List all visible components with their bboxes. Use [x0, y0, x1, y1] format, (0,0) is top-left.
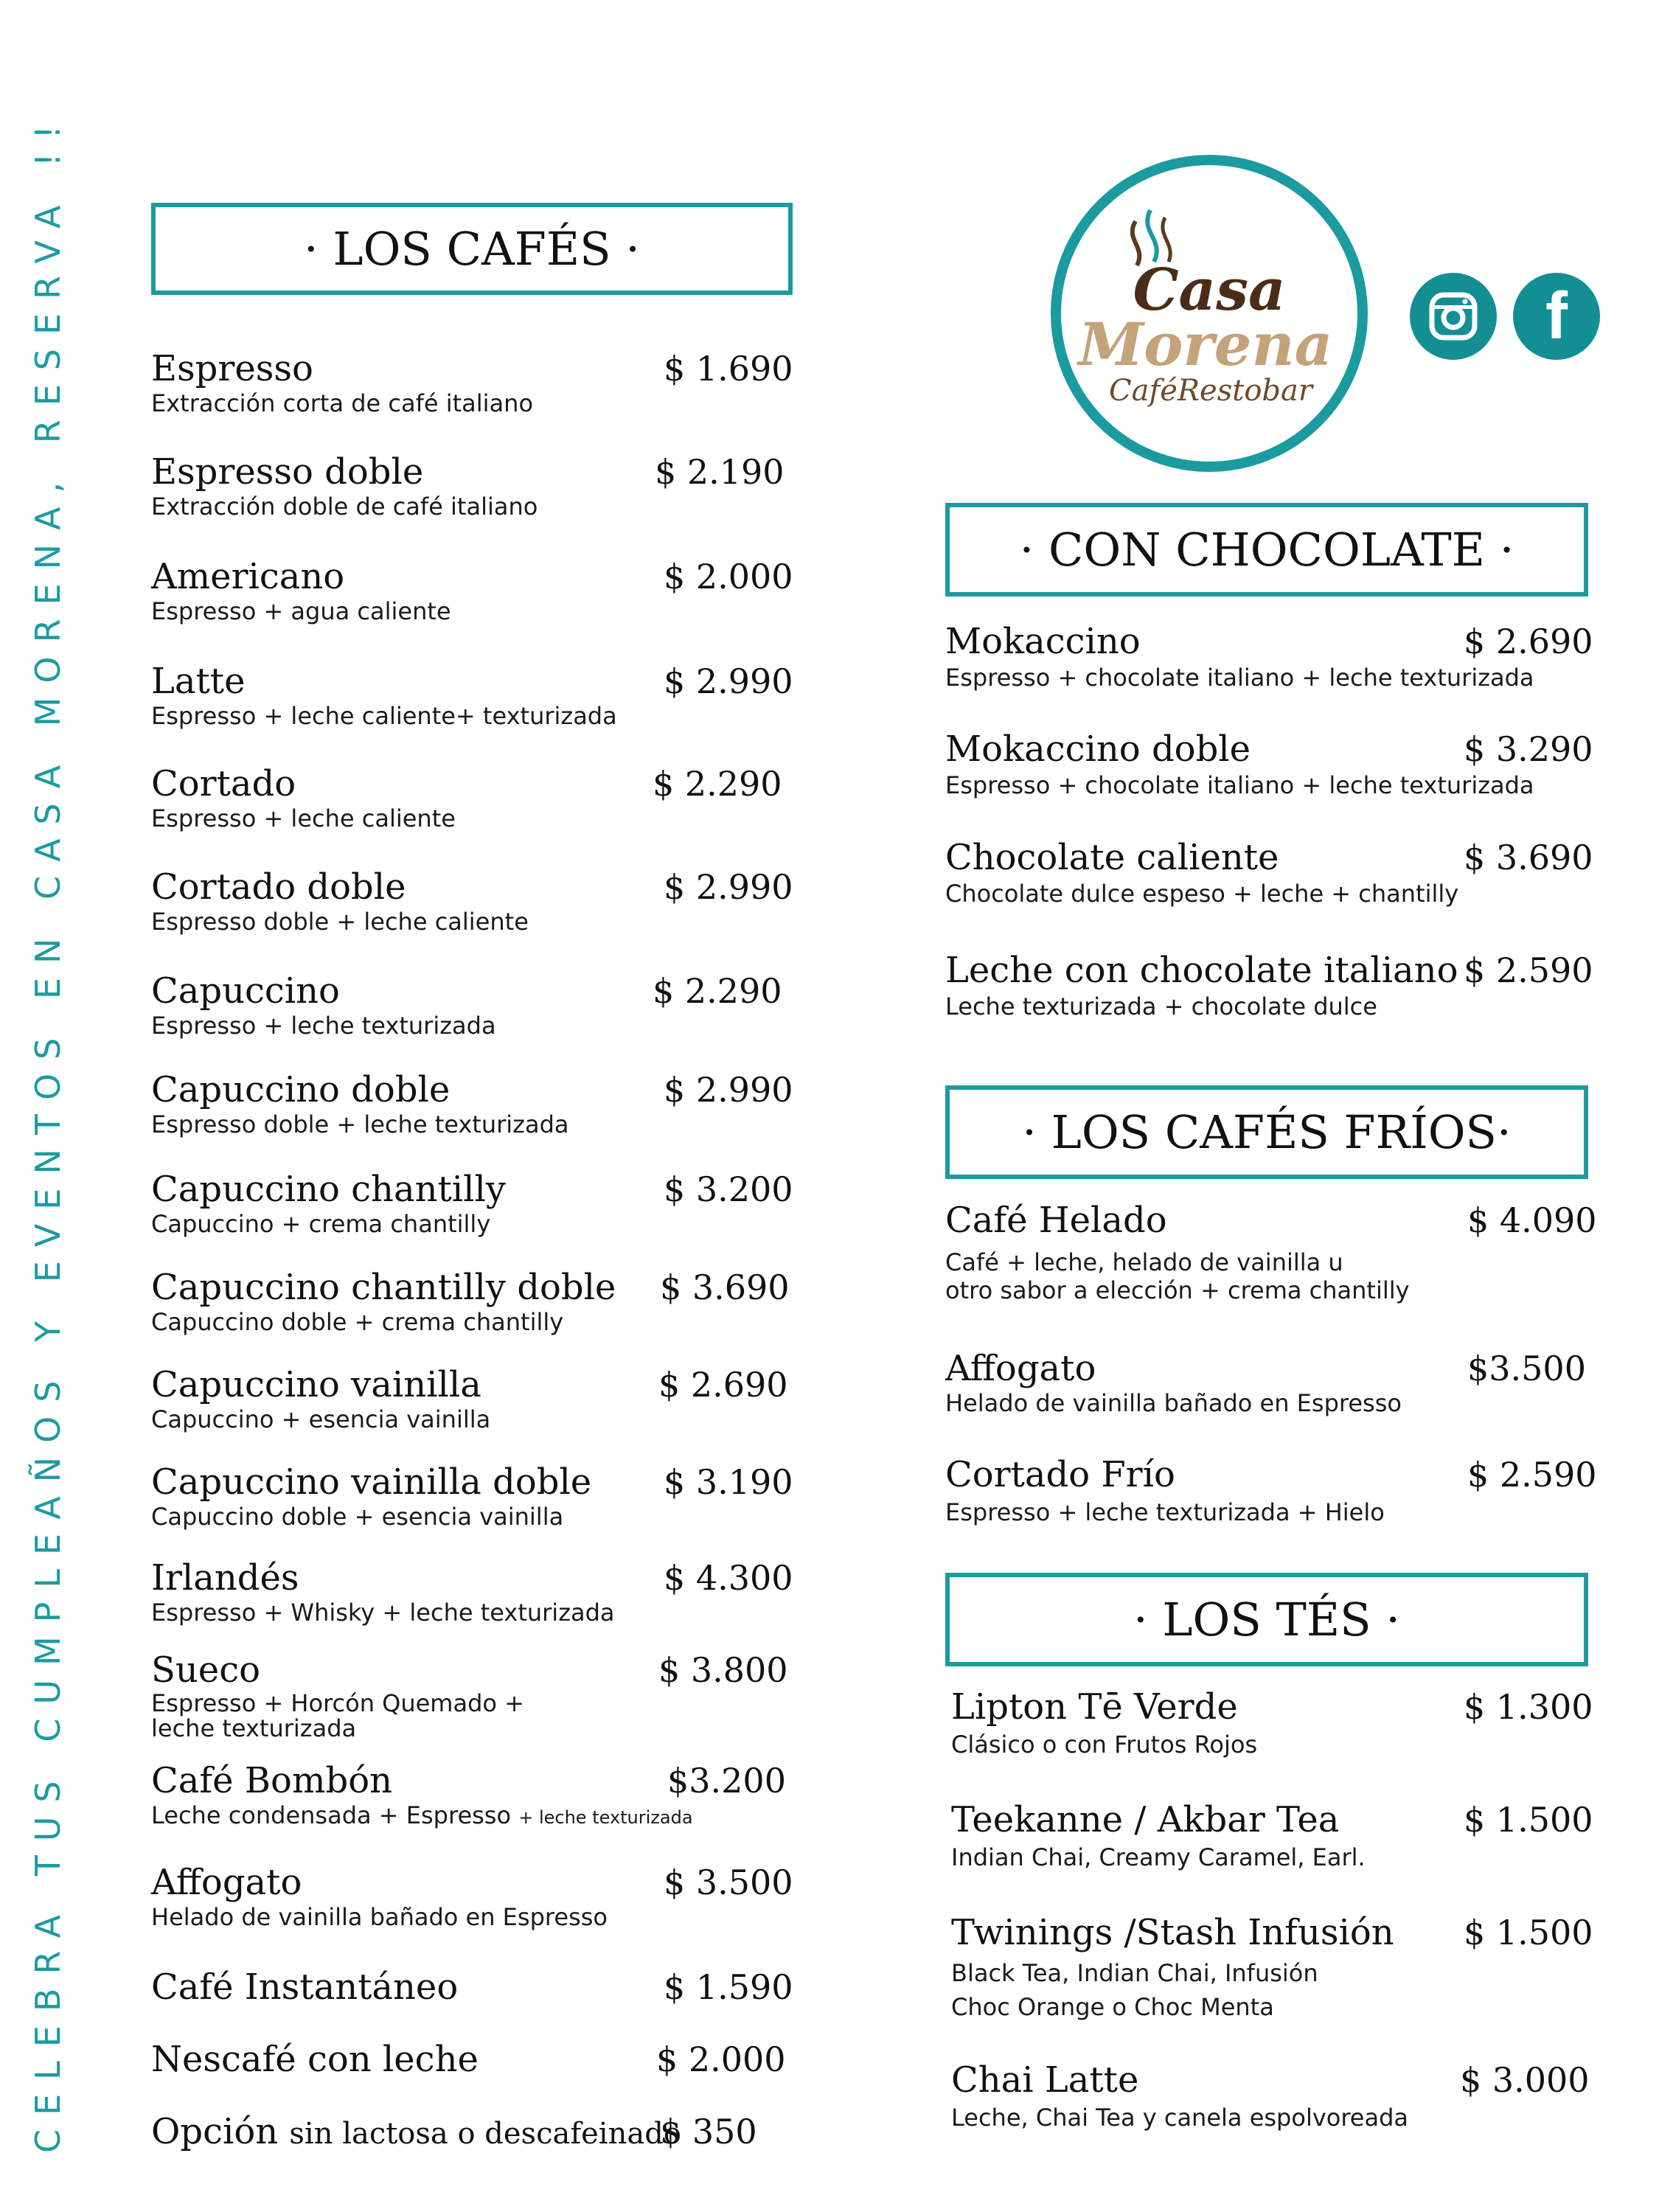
section-header-tes: · LOS TÉS · — [945, 1573, 1588, 1666]
menu-item — [151, 1364, 490, 1433]
menu-item — [945, 728, 1534, 799]
item-price: $ 2.290 — [653, 971, 782, 1011]
item-price: $ 1.500 — [1464, 1913, 1593, 1952]
item-price: $ 4.300 — [664, 1558, 793, 1598]
menu-item — [945, 950, 1458, 1020]
item-desc: Espresso + leche texturizada + Hielo — [945, 1498, 1385, 1526]
item-price: $ 2.590 — [1467, 1455, 1597, 1495]
item-desc-line2: otro sabor a elección + crema chantilly — [945, 1276, 1410, 1304]
item-name: Chai Latte — [951, 2059, 1139, 2101]
item-name: Café Helado — [945, 1200, 1167, 1241]
item-price: $3.500 — [1467, 1349, 1586, 1388]
item-price: $ 4.090 — [1467, 1200, 1597, 1240]
menu-item — [945, 837, 1458, 908]
item-price: $3.200 — [667, 1761, 786, 1801]
item-name: Cortado — [151, 763, 296, 804]
facebook-icon[interactable]: f — [1513, 273, 1600, 360]
item-name: Espresso — [151, 348, 313, 389]
section-header-cafes: · LOS CAFÉS · — [151, 203, 793, 295]
item-price: $ 1.590 — [664, 1967, 793, 2007]
item-desc: Helado de vainilla bañado en Espresso — [151, 1903, 608, 1931]
menu-item — [951, 1799, 1366, 1871]
item-desc: Espresso + Whisky + leche texturizada — [151, 1599, 615, 1627]
item-desc: Leche, Chai Tea y canela espolvoreada — [951, 2104, 1409, 2132]
item-name: Capuccino vainilla doble — [151, 1461, 592, 1503]
item-price: $ 3.190 — [664, 1462, 793, 1502]
item-name: Cortado doble — [151, 866, 406, 908]
item-desc: Clásico o con Frutos Rojos — [951, 1731, 1258, 1759]
item-price: $ 2.690 — [658, 1365, 788, 1405]
item-name: Capuccino vainilla — [151, 1364, 481, 1405]
item-desc-line2: Choc Orange o Choc Menta — [951, 1993, 1274, 2021]
item-desc: Espresso doble + leche texturizada — [151, 1110, 569, 1138]
item-desc: Espresso + chocolate italiano + leche texturizada — [945, 771, 1534, 799]
instagram-icon[interactable] — [1410, 273, 1497, 360]
item-price: $ 3.000 — [1460, 2060, 1590, 2100]
item-name: Leche con chocolate italiano — [945, 950, 1458, 991]
item-price: $ 2.000 — [656, 2039, 786, 2079]
item-desc: Capuccino + esencia vainilla — [151, 1405, 491, 1433]
item-desc: Chocolate dulce espeso + leche + chantilly — [945, 880, 1459, 908]
logo-line1: Casa — [1133, 257, 1286, 324]
item-name: Cortado Frío — [945, 1454, 1175, 1495]
item-name: Sueco — [151, 1649, 260, 1691]
menu-item — [951, 2059, 1408, 2132]
item-price: $ 3.800 — [658, 1650, 788, 1690]
logo-tagline: CaféRestobar — [1109, 374, 1312, 408]
section-header-frios: · LOS CAFÉS FRÍOS· — [945, 1085, 1588, 1179]
item-price: $ 2.290 — [653, 764, 782, 804]
menu-item — [945, 621, 1534, 692]
item-price: $ 3.690 — [660, 1267, 790, 1307]
menu-item — [151, 763, 456, 832]
item-desc: Capuccino doble + crema chantilly — [151, 1308, 564, 1336]
menu-item — [151, 1862, 608, 1931]
menu-item — [951, 1912, 1394, 2024]
item-desc-line2: leche texturizada — [151, 1714, 357, 1742]
item-desc: Espresso + Horcón Quemado + — [151, 1689, 524, 1717]
item-price: $ 3.200 — [664, 1169, 793, 1209]
item-price: $ 3.290 — [1464, 729, 1593, 769]
item-name: Capuccino doble — [151, 1069, 451, 1110]
item-desc: Indian Chai, Creamy Caramel, Earl. — [951, 1843, 1366, 1871]
item-name: Capuccino — [151, 970, 340, 1012]
item-desc: Black Tea, Indian Chai, Infusión — [951, 1959, 1318, 1987]
item-desc-small: + leche texturizada — [518, 1807, 693, 1828]
menu-item — [151, 348, 533, 417]
item-name-small: sin lactosa o descafeinado — [289, 2117, 681, 2151]
item-desc: Espresso + leche caliente+ texturizada — [151, 702, 617, 730]
item-name: Twinings /Stash Infusión — [951, 1912, 1394, 1953]
section-header-chocolate: · CON CHOCOLATE · — [945, 503, 1588, 597]
logo-line2: Morena — [1078, 310, 1333, 379]
item-price: $ 3.500 — [664, 1863, 793, 1902]
item-name: Espresso doble — [151, 451, 424, 493]
item-price: $ 2.690 — [1464, 622, 1593, 661]
item-price: $ 2.590 — [1464, 950, 1593, 990]
menu-item — [151, 1169, 506, 1238]
side-banner: CELEBRA TUS CUMPLEAÑOS Y EVENTOS EN CASA MORENA, RESERVA !! — [28, 111, 68, 2153]
menu-item — [151, 970, 496, 1040]
item-name: Mokaccino — [945, 621, 1141, 662]
item-price: $ 1.300 — [1464, 1687, 1593, 1727]
item-name: Latte — [151, 661, 246, 702]
item-desc: Espresso doble + leche caliente — [151, 908, 529, 936]
menu-item — [151, 1267, 616, 1336]
item-desc: Capuccino doble + esencia vainilla — [151, 1503, 564, 1531]
menu-item — [945, 1200, 1410, 1304]
item-name: Teekanne / Akbar Tea — [951, 1799, 1340, 1840]
menu-item — [151, 2039, 479, 2080]
item-desc: Extracción corta de café italiano — [151, 389, 534, 417]
menu-item — [151, 556, 451, 625]
item-name: Chocolate caliente — [945, 837, 1279, 878]
item-price: $ 1.500 — [1464, 1800, 1593, 1840]
item-name: Affogato — [945, 1348, 1096, 1389]
menu-item — [151, 1649, 524, 1741]
menu-item — [945, 1454, 1385, 1526]
menu-item — [151, 1461, 591, 1531]
item-name: Mokaccino doble — [945, 728, 1251, 770]
item-desc: Leche texturizada + chocolate dulce — [945, 992, 1377, 1020]
item-price: $ 2.990 — [664, 1070, 793, 1110]
item-desc — [151, 1801, 693, 1832]
menu-item — [151, 1760, 693, 1832]
logo — [1047, 151, 1371, 476]
item-name: Affogato — [151, 1862, 302, 1903]
item-price: $ 2.990 — [664, 867, 793, 907]
item-price: $ 350 — [660, 2112, 757, 2152]
item-desc: Extracción doble de café italiano — [151, 493, 538, 521]
item-name-main: Opción — [151, 2111, 279, 2152]
item-desc: Espresso + agua caliente — [151, 597, 451, 625]
item-price: $ 1.690 — [664, 349, 793, 389]
menu-item — [951, 1686, 1257, 1759]
item-name: Nescafé con leche — [151, 2039, 479, 2080]
item-desc: Helado de vainilla bañado en Espresso — [945, 1389, 1402, 1417]
item-desc: Café + leche, helado de vainilla u — [945, 1248, 1343, 1276]
menu-item — [151, 866, 529, 936]
item-price: $ 2.190 — [655, 452, 785, 492]
item-price: $ 2.990 — [664, 661, 793, 701]
item-name: Lipton Tē Verde — [951, 1686, 1238, 1728]
item-desc: Espresso + leche caliente — [151, 804, 456, 832]
menu-item — [151, 1557, 615, 1627]
item-name: Americano — [151, 556, 345, 597]
item-desc: Espresso + chocolate italiano + leche texturizada — [945, 664, 1534, 692]
menu-item — [151, 1966, 458, 2008]
item-name: Capuccino chantilly — [151, 1169, 506, 1210]
menu-item — [151, 2111, 681, 2154]
item-price: $ 3.690 — [1464, 838, 1593, 877]
menu-item — [151, 451, 538, 521]
menu-item — [151, 1069, 569, 1138]
item-price: $ 2.000 — [664, 557, 793, 597]
item-desc: Espresso + leche texturizada — [151, 1012, 496, 1040]
item-name: Café Bombón — [151, 1760, 392, 1801]
item-name: Irlandés — [151, 1557, 299, 1599]
item-name — [151, 2111, 681, 2154]
item-desc-main: Leche condensada + Espresso — [151, 1801, 512, 1829]
item-name: Capuccino chantilly doble — [151, 1267, 616, 1308]
item-desc: Capuccino + crema chantilly — [151, 1210, 491, 1238]
item-name: Café Instantáneo — [151, 1966, 459, 2008]
menu-item — [151, 661, 617, 730]
menu-item — [945, 1348, 1402, 1417]
